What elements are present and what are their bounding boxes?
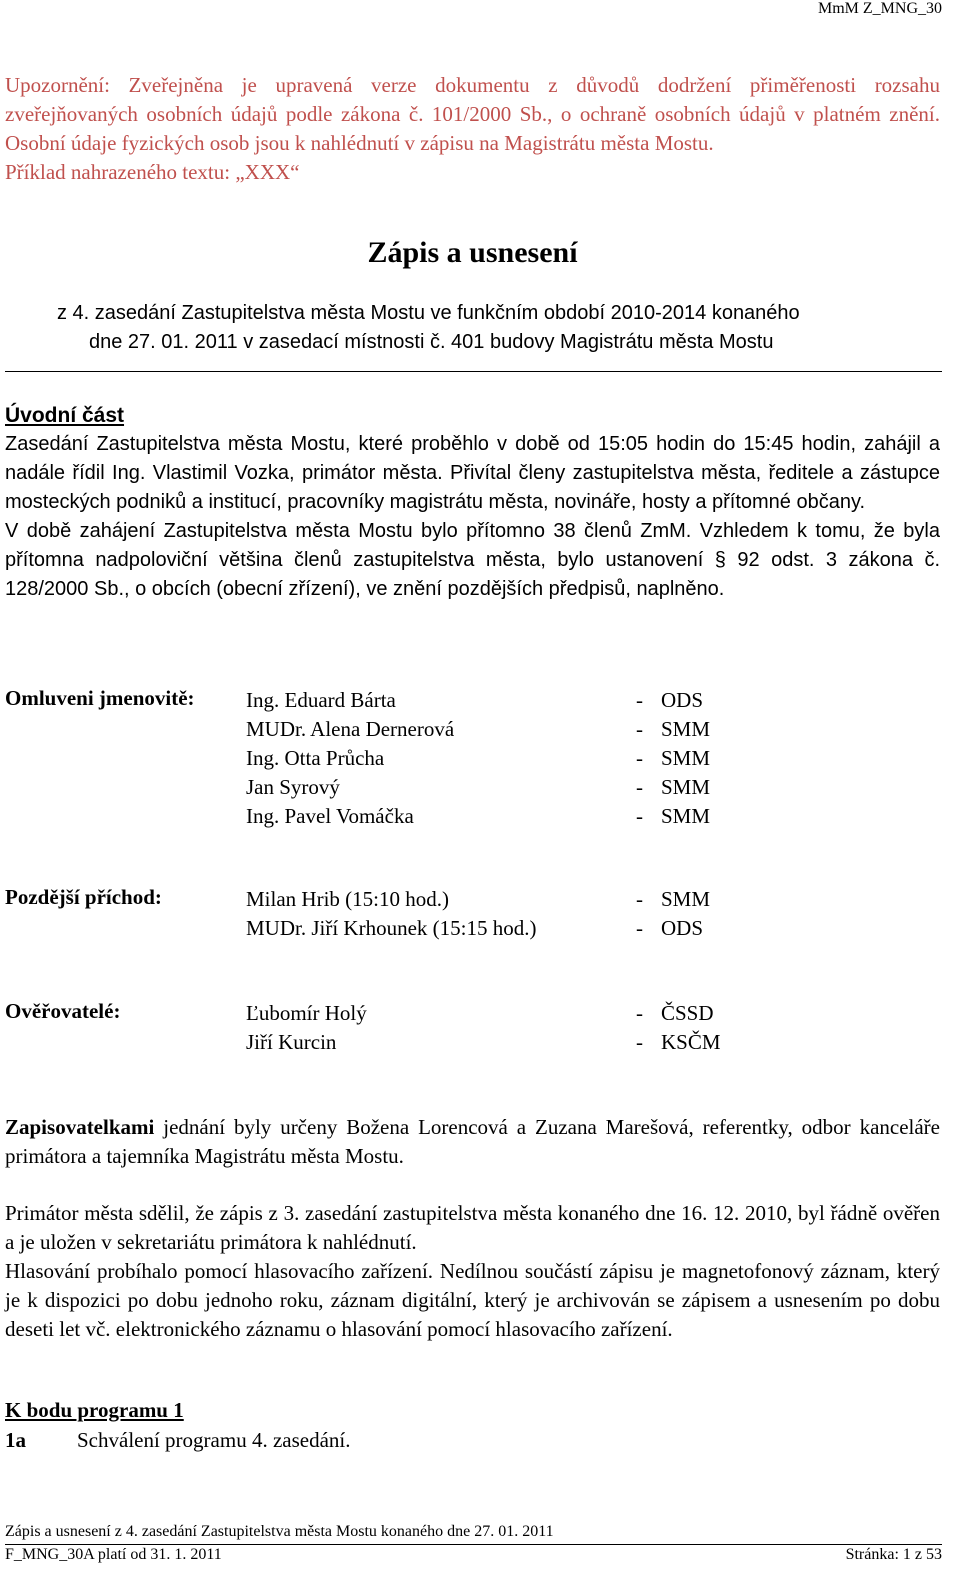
party-row (636, 773, 710, 802)
excused-name: MUDr. Alena Dernerová (246, 717, 455, 741)
late-name: MUDr. Jiří Krhounek (15:15 hod.) (246, 916, 537, 940)
dash: - (636, 916, 643, 940)
dash: - (636, 746, 643, 770)
late-parties (636, 885, 710, 943)
party-row (636, 1028, 721, 1057)
document-code: MmM Z_MNG_30 (817, 0, 942, 17)
minutes-section (5, 1199, 940, 1344)
subtitle-line-2: dne 27. 01. 2011 v zasedací místnosti č. 401 budovy Magistrátu města Mostu (89, 331, 774, 353)
recorders-text: jednání byly určeny Božena Lorencová a Zuzana Marešová, referentky, odbor kanceláře primátora a tajemníka Magistrátu města Mostu. (5, 1115, 940, 1168)
party-row (636, 914, 710, 943)
excused-names (246, 686, 454, 831)
party-row (636, 686, 710, 715)
header-divider (5, 371, 942, 372)
dash: - (636, 1030, 643, 1054)
excused-name: Jan Syrový (246, 775, 340, 799)
page-subtitle (57, 299, 907, 357)
page-title: Zápis a usnesení (367, 236, 578, 269)
party: KSČM (661, 1030, 721, 1054)
verifiers-names (246, 999, 367, 1057)
recorders-paragraph (5, 1113, 940, 1171)
footer-divider (5, 1544, 942, 1545)
agenda-item-text: Schválení programu 4. zasedání. (77, 1428, 351, 1452)
verifiers-label: Ověřovatelé: (5, 999, 121, 1023)
footer-page-number: Stránka: 1 z 53 (845, 1546, 942, 1563)
party-row (636, 715, 710, 744)
dash: - (636, 775, 643, 799)
party: ODS (661, 916, 704, 940)
footer-title: Zápis a usnesení z 4. zasedání Zastupitelstva města Mostu konaného dne 27. 01. 2011 (5, 1523, 554, 1540)
late-names (246, 885, 536, 943)
agenda-item-number: 1a (5, 1428, 26, 1452)
party-row (636, 885, 710, 914)
party-row (636, 802, 710, 831)
anonymization-notice (5, 71, 940, 187)
party: SMM (661, 746, 711, 770)
minutes-paragraph-1: Primátor města sdělil, že zápis z 3. zasedání zastupitelstva města konaného dne 16. 12. 2010, byl řádně ověřen a je uložen v sekretariátu primátora k nahlédnutí. (5, 1201, 940, 1254)
dash: - (636, 887, 643, 911)
notice-text: Upozornění: Zveřejněna je upravená verze dokumentu z důvodů dodržení přiměřenosti rozsahu zveřejňovaných osobních údajů podle zákona č. 101/2000 Sb., o ochraně osobních údajů v platném znění. Osobní údaje fyzických osob jsou k nahlédnutí v zápisu na Magistrátu města Mostu. (5, 73, 940, 155)
excused-name: Ing. Pavel Vomáčka (246, 804, 414, 828)
intro-paragraph-2: V době zahájení Zastupitelstva města Mostu bylo přítomno 38 členů ZmM. Vzhledem k tomu, že byla přítomna nadpoloviční většina členů zastupitelstva města, bylo ustanovení § 92 odst. 3 zákona č. 128/2000 Sb., o obcích (obecní zřízení), ve znění pozdějších předpisů, naplněno. (5, 520, 940, 600)
subtitle-line-1: z 4. zasedání Zastupitelstva města Mostu ve funkčním období 2010-2014 konaného (57, 302, 800, 324)
notice-example: Příklad nahrazeného textu: „XXX“ (5, 160, 300, 184)
minutes-paragraph-2: Hlasování probíhalo pomocí hlasovacího zařízení. Nedílnou součástí zápisu je magnetofonový záznam, který je k dispozici po dobu jednoho roku, záznam digitální, který je archivován se zápisem a usnesením po dobu deseti let vč. elektronického záznamu o hlasování pomocí hlasovacího zařízení. (5, 1259, 940, 1341)
party: SMM (661, 887, 711, 911)
party: ODS (661, 688, 704, 712)
party: SMM (661, 775, 711, 799)
party-row (636, 999, 721, 1028)
excused-name: Ing. Eduard Bárta (246, 688, 396, 712)
dash: - (636, 1001, 643, 1025)
verifier-name: Jiří Kurcin (246, 1030, 337, 1054)
excused-name: Ing. Otta Průcha (246, 746, 385, 770)
verifiers-parties (636, 999, 721, 1057)
late-label: Pozdější příchod: (5, 885, 162, 909)
party-row (636, 744, 710, 773)
agenda-heading: K bodu programu 1 (5, 1398, 184, 1422)
recorders-bold: Zapisovatelkami (5, 1115, 155, 1139)
excused-label: Omluveni jmenovitě: (5, 686, 195, 710)
verifier-name: Ľubomír Holý (246, 1001, 367, 1025)
party: SMM (661, 717, 711, 741)
dash: - (636, 717, 643, 741)
party: ČSSD (661, 1001, 714, 1025)
intro-section (5, 430, 940, 604)
party: SMM (661, 804, 711, 828)
late-name: Milan Hrib (15:10 hod.) (246, 887, 449, 911)
dash: - (636, 804, 643, 828)
footer-form-code: F_MNG_30A platí od 31. 1. 2011 (5, 1546, 222, 1563)
intro-heading: Úvodní část (5, 404, 125, 427)
dash: - (636, 688, 643, 712)
excused-parties (636, 686, 710, 831)
intro-paragraph-1: Zasedání Zastupitelstva města Mostu, které proběhlo v době od 15:05 hodin do 15:45 hodin, zahájil a nadále řídil Ing. Vlastimil Vozka, primátor města. Přivítal členy zastupitelstva města, ředitele a zástupce mosteckých podniků a institucí, pracovníky magistrátu města, novináře, hosty a přítomné občany. (5, 433, 940, 513)
